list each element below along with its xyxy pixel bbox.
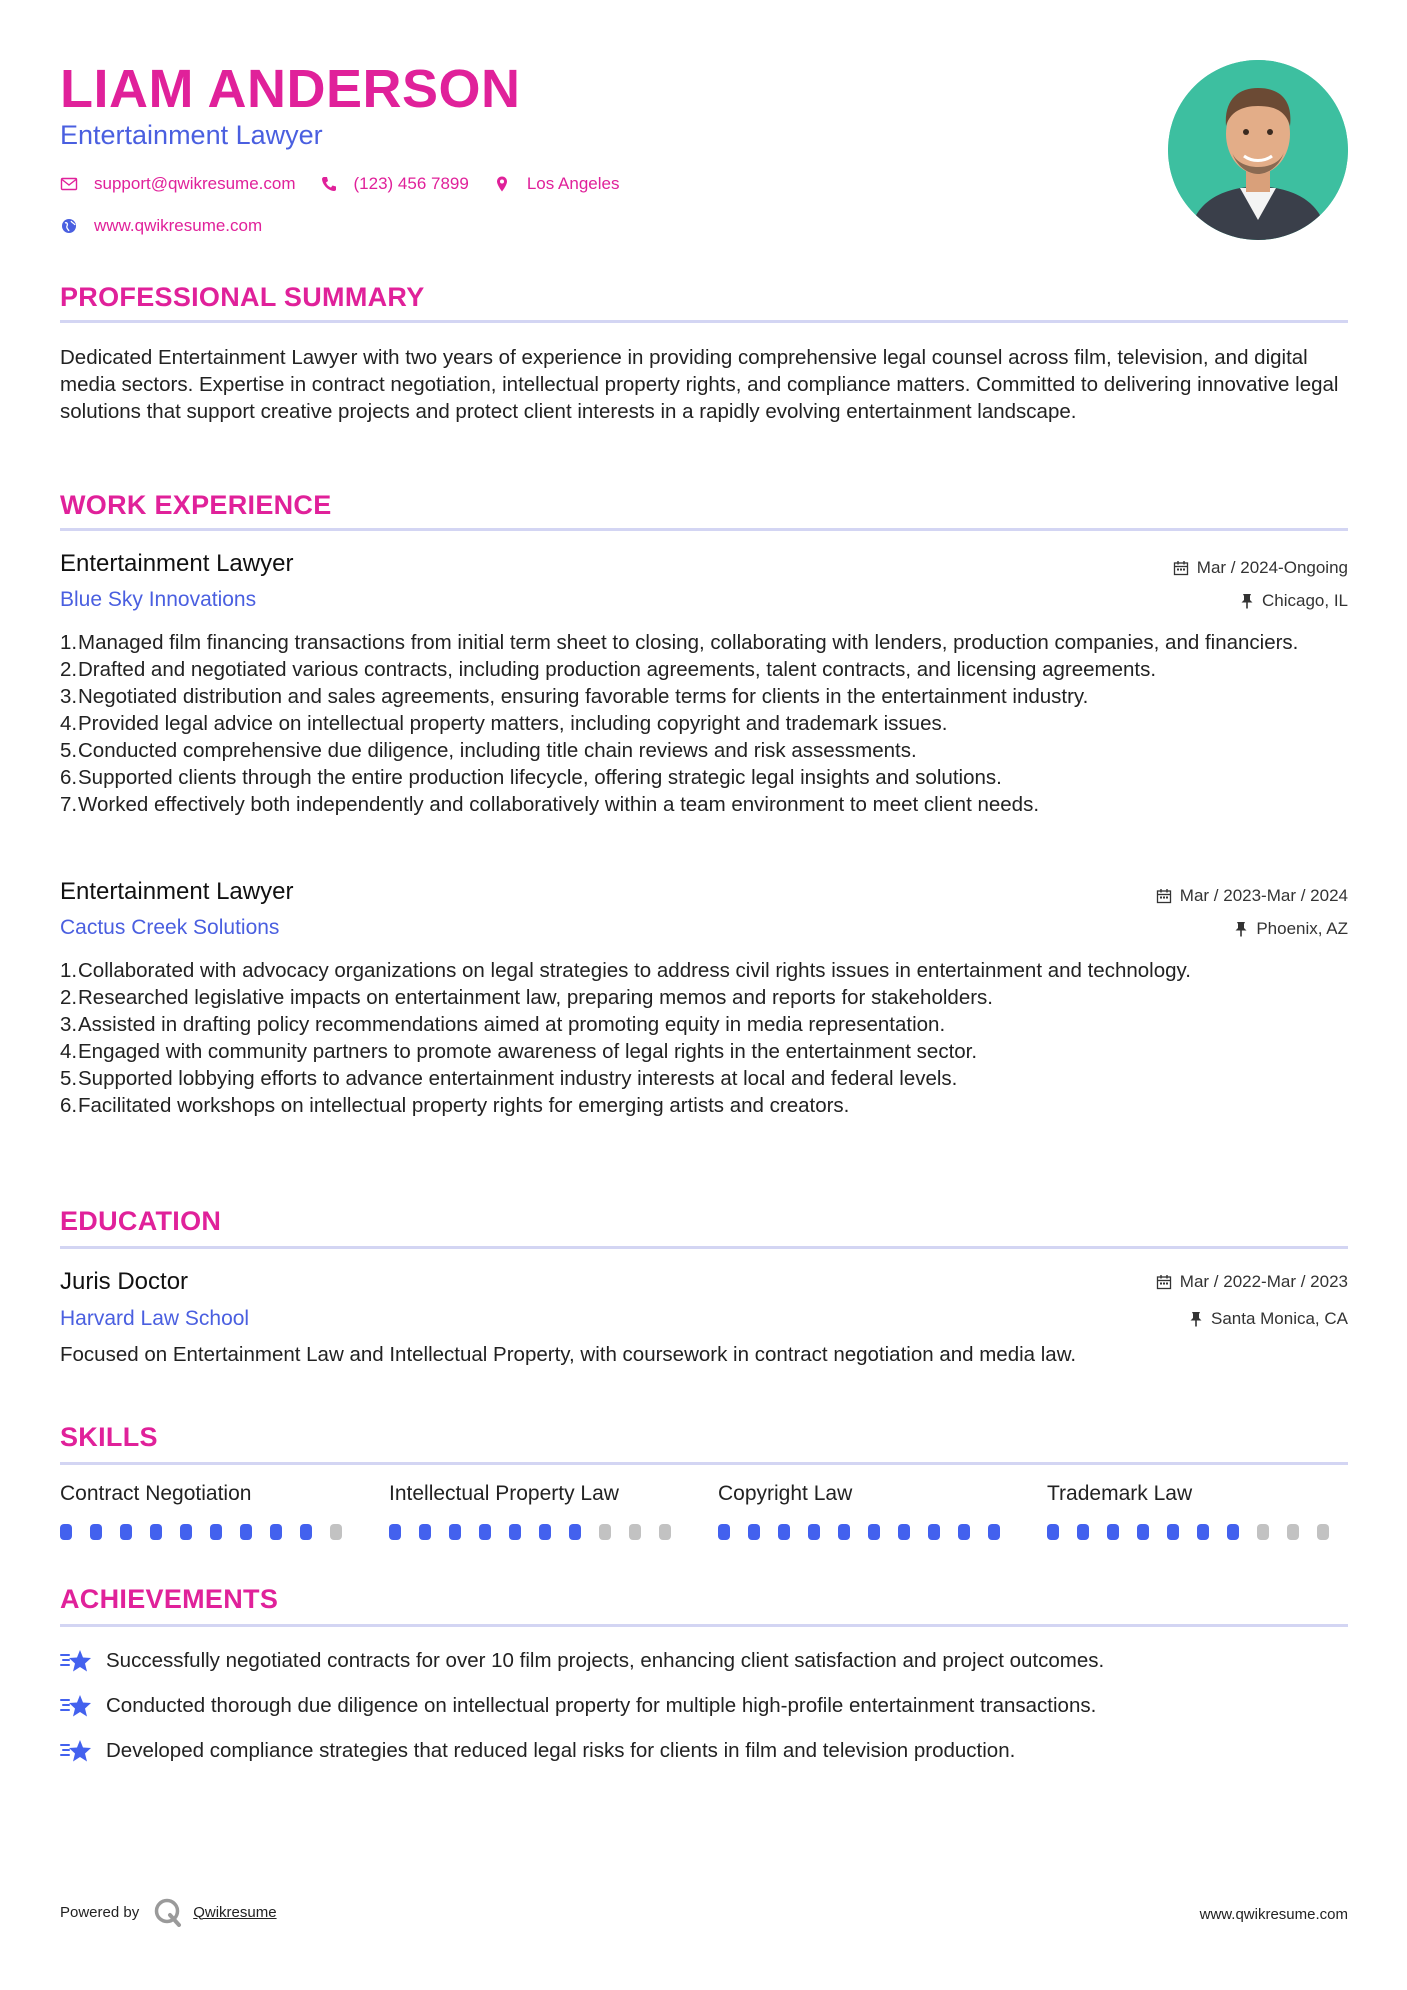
- job-location: [1234, 919, 1348, 939]
- candidate-name: LIAM ANDERSON: [60, 59, 521, 119]
- responsibility-item: 3. Negotiated distribution and sales agreements, ensuring favorable terms for clients in the entertainment industry.: [60, 685, 1089, 708]
- globe-icon: [60, 217, 78, 235]
- company-name: Blue Sky Innovations: [60, 588, 257, 611]
- achievement-text: Successfully negotiated contracts for over 10 film projects, enhancing client satisfaction and project outcomes.: [106, 1649, 1105, 1672]
- job-dates-text: Mar / 2024-Ongoing: [1196, 558, 1348, 577]
- responsibility-item: 6. Facilitated workshops on intellectual property rights for emerging artists and creators.: [60, 1094, 850, 1117]
- responsibility-item: 1. Managed film financing transactions from initial term sheet to closing, collaborating with lenders, production companies, and financiers.: [60, 631, 1299, 654]
- skill-dot-filled: [1047, 1524, 1059, 1540]
- skill-dot-filled: [748, 1524, 760, 1540]
- skill-name: Intellectual Property Law: [389, 1482, 619, 1505]
- skill-dot-empty: [1257, 1524, 1269, 1540]
- skill-dot-filled: [389, 1524, 401, 1540]
- skill-name: Contract Negotiation: [60, 1482, 252, 1505]
- achievements-list: [60, 1646, 1350, 1781]
- skill-dot-filled: [449, 1524, 461, 1540]
- powered-by-label: Powered by: [60, 1903, 140, 1921]
- section-divider: [60, 1624, 1348, 1627]
- responsibility-item: 2. Researched legislative impacts on entertainment law, preparing memos and reports for stakeholders.: [60, 986, 993, 1009]
- achievement-item: [60, 1691, 1350, 1721]
- achievement-item: [60, 1736, 1350, 1766]
- skill-dot-filled: [60, 1524, 72, 1540]
- skill-level-meter: [389, 1524, 689, 1540]
- section-title-skills: SKILLS: [60, 1422, 158, 1452]
- skill-dot-filled: [1227, 1524, 1239, 1540]
- section-title-achievements: ACHIEVEMENTS: [60, 1584, 279, 1614]
- location-text: Los Angeles: [526, 174, 620, 193]
- job-responsibilities: [60, 957, 1352, 1119]
- responsibility-item: 2. Drafted and negotiated various contracts, including production agreements, talent contracts, and licensing agreements.: [60, 658, 1157, 681]
- skill-dot-filled: [180, 1524, 192, 1540]
- skill-dot-filled: [539, 1524, 551, 1540]
- map-pin-icon: [493, 175, 511, 193]
- calendar-icon: [1156, 888, 1172, 904]
- section-divider: [60, 1246, 1348, 1249]
- contact-website[interactable]: [60, 216, 262, 236]
- skill-dot-filled: [569, 1524, 581, 1540]
- job-responsibilities: [60, 629, 1352, 818]
- education-location-text: Santa Monica, CA: [1210, 1309, 1348, 1328]
- skill-dot-filled: [988, 1524, 1000, 1540]
- responsibility-item: 4. Engaged with community partners to promote awareness of legal rights in the entertainment sector.: [60, 1040, 978, 1063]
- job-title: Entertainment Lawyer: [60, 878, 294, 905]
- contact-info: [60, 172, 643, 256]
- summary-text: Dedicated Entertainment Lawyer with two years of experience in providing comprehensive legal counsel across film, television, and digital media sectors. Expertise in contract negotiation, intellectual property rights, and compliance matters. Committed to delivering innovative legal solutions that support creative projects and protect client interests in a rapidly evolving entertainment landscape.: [60, 346, 1339, 423]
- education-description: Focused on Entertainment Law and Intellectual Property, with coursework in contract negotiation and media law.: [60, 1343, 1077, 1366]
- contact-phone[interactable]: [320, 174, 469, 194]
- skill-dot-filled: [838, 1524, 850, 1540]
- skill-name: Copyright Law: [718, 1482, 853, 1505]
- star-icon: [60, 1693, 92, 1719]
- footer-powered-by: [60, 1897, 277, 1927]
- skill-dot-empty: [659, 1524, 671, 1540]
- skill-dot-empty: [330, 1524, 342, 1540]
- achievement-text: Developed compliance strategies that reduced legal risks for clients in film and television production.: [106, 1739, 1016, 1762]
- skill-dot-filled: [300, 1524, 312, 1540]
- skill-dot-filled: [718, 1524, 730, 1540]
- section-divider: [60, 320, 1348, 323]
- qwikresume-logo-icon: [153, 1897, 183, 1927]
- job-dates: [1173, 558, 1348, 578]
- job-title: Entertainment Lawyer: [60, 550, 294, 577]
- job-dates-text: Mar / 2023-Mar / 2024: [1179, 886, 1348, 905]
- profile-photo: [1168, 60, 1348, 240]
- skill-dot-filled: [868, 1524, 880, 1540]
- skill-dot-filled: [509, 1524, 521, 1540]
- skill-item: [60, 1482, 360, 1540]
- school-name: Harvard Law School: [60, 1307, 250, 1330]
- website-text: www.qwikresume.com: [94, 216, 263, 235]
- phone-text: (123) 456 7899: [353, 174, 469, 193]
- pushpin-icon: [1189, 1311, 1203, 1327]
- skill-dot-empty: [1317, 1524, 1329, 1540]
- skill-dot-filled: [1197, 1524, 1209, 1540]
- skill-dot-filled: [1167, 1524, 1179, 1540]
- section-title-summary: PROFESSIONAL SUMMARY: [60, 282, 425, 312]
- phone-icon: [320, 175, 338, 193]
- footer-website[interactable]: www.qwikresume.com: [1199, 1906, 1348, 1923]
- star-icon: [60, 1738, 92, 1764]
- email-text: support@qwikresume.com: [94, 174, 296, 193]
- skill-item: [389, 1482, 689, 1540]
- calendar-icon: [1156, 1274, 1172, 1290]
- skill-dot-filled: [90, 1524, 102, 1540]
- skill-dot-empty: [1287, 1524, 1299, 1540]
- skill-level-meter: [718, 1524, 1018, 1540]
- achievement-text: Conducted thorough due diligence on intellectual property for multiple high-profile entertainment transactions.: [106, 1694, 1097, 1717]
- skill-dot-filled: [479, 1524, 491, 1540]
- star-icon: [60, 1648, 92, 1674]
- job-location-text: Chicago, IL: [1262, 591, 1348, 610]
- responsibility-item: 6. Supported clients through the entire production lifecycle, offering strategic legal insights and solutions.: [60, 766, 1002, 789]
- skill-item: [718, 1482, 1018, 1540]
- skill-dot-filled: [958, 1524, 970, 1540]
- skill-dot-filled: [120, 1524, 132, 1540]
- pushpin-icon: [1240, 593, 1254, 609]
- education-location: [1189, 1309, 1348, 1329]
- section-title-experience: WORK EXPERIENCE: [60, 490, 332, 520]
- candidate-role: Entertainment Lawyer: [60, 120, 323, 150]
- calendar-icon: [1173, 560, 1189, 576]
- skill-dot-filled: [1137, 1524, 1149, 1540]
- skill-dot-filled: [808, 1524, 820, 1540]
- education-dates: [1156, 1272, 1348, 1292]
- skill-level-meter: [1047, 1524, 1347, 1540]
- brand-link[interactable]: Qwikresume: [193, 1903, 277, 1921]
- achievement-item: [60, 1646, 1350, 1676]
- skill-name: Trademark Law: [1047, 1482, 1193, 1505]
- skill-dot-filled: [240, 1524, 252, 1540]
- section-divider: [60, 1462, 1348, 1465]
- education-dates-text: Mar / 2022-Mar / 2023: [1179, 1272, 1348, 1291]
- skill-dot-filled: [898, 1524, 910, 1540]
- skill-dot-filled: [1107, 1524, 1119, 1540]
- skill-dot-filled: [150, 1524, 162, 1540]
- job-location: [1240, 591, 1348, 611]
- degree-title: Juris Doctor: [60, 1268, 189, 1295]
- contact-email[interactable]: [60, 174, 296, 194]
- skill-dot-empty: [629, 1524, 641, 1540]
- skill-dot-empty: [599, 1524, 611, 1540]
- skill-item: [1047, 1482, 1347, 1540]
- pushpin-icon: [1234, 921, 1248, 937]
- skill-dot-filled: [210, 1524, 222, 1540]
- responsibility-item: 5. Supported lobbying efforts to advance entertainment industry interests at local and federal levels.: [60, 1067, 958, 1090]
- job-location-text: Phoenix, AZ: [1256, 919, 1348, 938]
- skill-dot-filled: [270, 1524, 282, 1540]
- responsibility-item: 3. Assisted in drafting policy recommendations aimed at promoting equity in media representation.: [60, 1013, 946, 1036]
- responsibility-item: 5. Conducted comprehensive due diligence, including title chain reviews and risk assessments.: [60, 739, 917, 762]
- responsibility-item: 7. Worked effectively both independently and collaboratively within a team environment to meet client needs.: [60, 793, 1040, 816]
- mail-icon: [60, 175, 78, 193]
- skill-level-meter: [60, 1524, 360, 1540]
- section-divider: [60, 528, 1348, 531]
- responsibility-item: 4. Provided legal advice on intellectual property matters, including copyright and trademark issues.: [60, 712, 948, 735]
- job-dates: [1156, 886, 1348, 906]
- section-title-education: EDUCATION: [60, 1206, 222, 1236]
- skill-dot-filled: [928, 1524, 940, 1540]
- skill-dot-filled: [1077, 1524, 1089, 1540]
- responsibility-item: 1. Collaborated with advocacy organizations on legal strategies to address civil rights issues in entertainment and technology.: [60, 959, 1191, 982]
- skill-dot-filled: [778, 1524, 790, 1540]
- skill-dot-filled: [419, 1524, 431, 1540]
- contact-location: [493, 174, 620, 194]
- company-name: Cactus Creek Solutions: [60, 916, 280, 939]
